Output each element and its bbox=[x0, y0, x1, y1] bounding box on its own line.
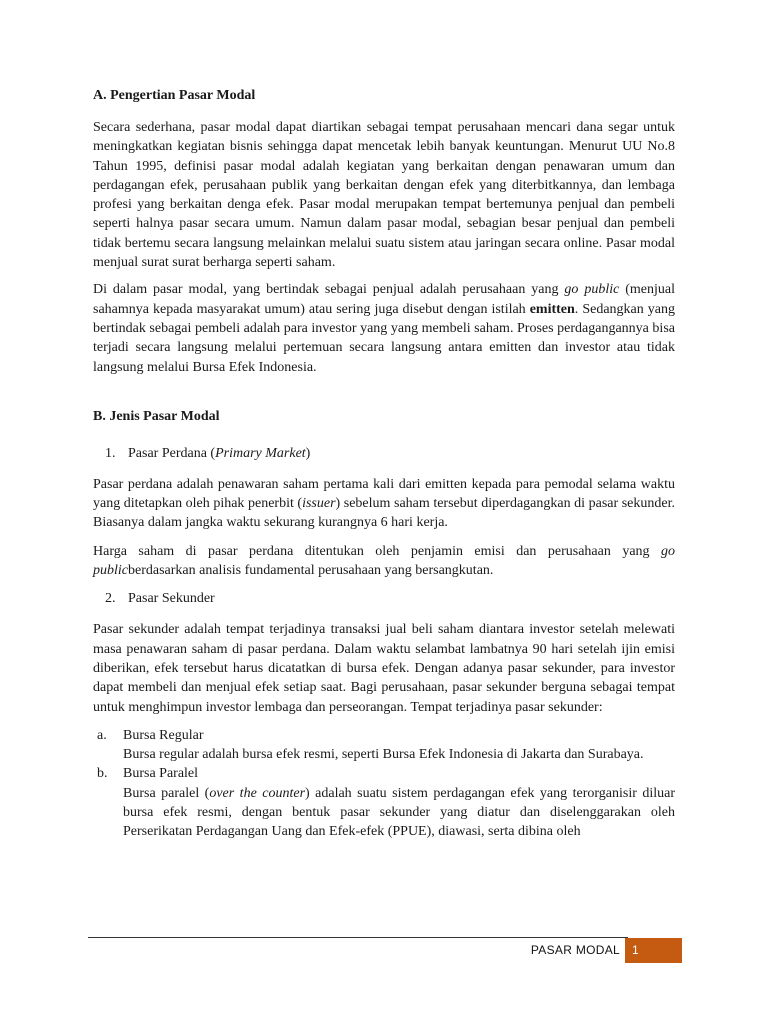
list-item-pasar-sekunder: 2. Pasar Sekunder bbox=[105, 591, 215, 607]
list-item-pasar-perdana: 1. Pasar Perdana (Primary Market) bbox=[105, 445, 311, 461]
bursa-regular-text: Bursa regular adalah bursa efek resmi, seperti Bursa Efek Indonesia di Jakarta dan Surabaya. bbox=[123, 747, 644, 763]
section-b-heading: B. Jenis Pasar Modal bbox=[93, 408, 220, 424]
footer-title: PASAR MODAL bbox=[530, 943, 620, 957]
sub-item-bursa-regular: a. Bursa Regular Bursa regular adalah bursa efek resmi, seperti Bursa Efek Indonesia di Jakarta dan Surabaya. bbox=[93, 726, 675, 765]
bursa-paralel-text: Bursa paralel (over the counter) adalah suatu sistem perdagangan efek yang terorganisir diluar bursa efek resmi, dengan bentuk pasar sekunder yang diatur dan diselenggarakan oleh Perserikatan Perdagangan Uang dan Efek-efek (PPUE), diawasi, serta dibina oleh bbox=[123, 785, 675, 840]
sub-item-bursa-paralel: b. Bursa Paralel Bursa paralel (over the counter) adalah suatu sistem perdagangan efek yang terorganisir diluar bursa efek resmi, dengan bentuk pasar sekunder yang diatur dan diselenggarakan oleh Perserikatan Perdagangan Uang dan Efek-efek (PPUE), diawasi, serta dibina oleh bbox=[93, 764, 675, 841]
pasar-perdana-paragraph-2: Harga saham di pasar perdana ditentukan oleh penjamin emisi dan perusahaan yang go publicberdasarkan analisis fundamental perusahaan yang bersangkutan. bbox=[93, 543, 675, 579]
pasar-sekunder-paragraph: Pasar sekunder adalah tempat terjadinya transaksi jual beli saham diantara investor setelah melewati masa penawaran saham di pasar perdana. Dalam waktu selambat lambatnya 90 hari setelah ijin emisi diberikan, efek tersebut harus dicatatkan di bursa efek. Dengan adanya pasar sekunder, para investor dapat membeli dan menjual efek setiap saat. Bagi perusahaan, pasar sekunder berguna sebagai tempat untuk menghimpun investor lembaga dan perseorangan. Tempat terjadinya pasar sekunder: bbox=[93, 622, 675, 715]
bursa-paralel-title: Bursa Paralel bbox=[123, 766, 199, 782]
pasar-perdana-paragraph-1: Pasar perdana adalah penawaran saham pertama kali dari emitten kepada para pemodal selama waktu yang ditetapkan oleh pihak penerbit (issuer) sebelum saham tersebut diperdagangkan di pasar sekunder. Biasanya dalam jangka waktu sekurang kurangnya 6 hari kerja. bbox=[93, 476, 675, 531]
page-number-badge: 1 bbox=[625, 938, 682, 963]
section-a-heading: A. Pengertian Pasar Modal bbox=[93, 88, 256, 103]
document-page bbox=[93, 86, 675, 842]
section-a-paragraph-1: Secara sederhana, pasar modal dapat diartikan sebagai tempat perusahaan mencari dana segar untuk meningkatkan kegiatan bisnis sehingga dapat mencetak lebih banyak keuntungan. Menurut UU No.8 Tahun 1995, definisi pasar modal adalah kegiatan yang berkaitan dengan penawaran umum dan perdagangan efek, perusahaan publik yang berkaitan dengan efek yang diterbitkannya, dan lembaga profesi yang berkaitan denga efek. Pasar modal merupakan tempat bertemunya penjual dan pembeli seperti halnya pasar secara umum. Namun dalam pasar modal, sebagian besar penjual dan pembeli tidak bertemu secara langsung melainkan melalui suatu sistem atau jaringan secara online. Pasar modal menjual surat surat berharga seperti saham. bbox=[93, 120, 675, 271]
footer-divider bbox=[88, 937, 628, 938]
section-a-paragraph-2: Di dalam pasar modal, yang bertindak sebagai penjual adalah perusahaan yang go public (menjual sahamnya kepada masyarakat umum) atau sering juga disebut dengan istilah emitten. Sedangkan yang bertindak sebagai pembeli adalah para investor yang yang membeli saham. Proses perdagangannya bisa terjadi secara langsung melalui pertemuan secara langsung antara emitten dan investor atau tidak langsung melalui Bursa Efek Indonesia. bbox=[93, 282, 675, 375]
bursa-regular-title: Bursa Regular bbox=[123, 727, 204, 743]
